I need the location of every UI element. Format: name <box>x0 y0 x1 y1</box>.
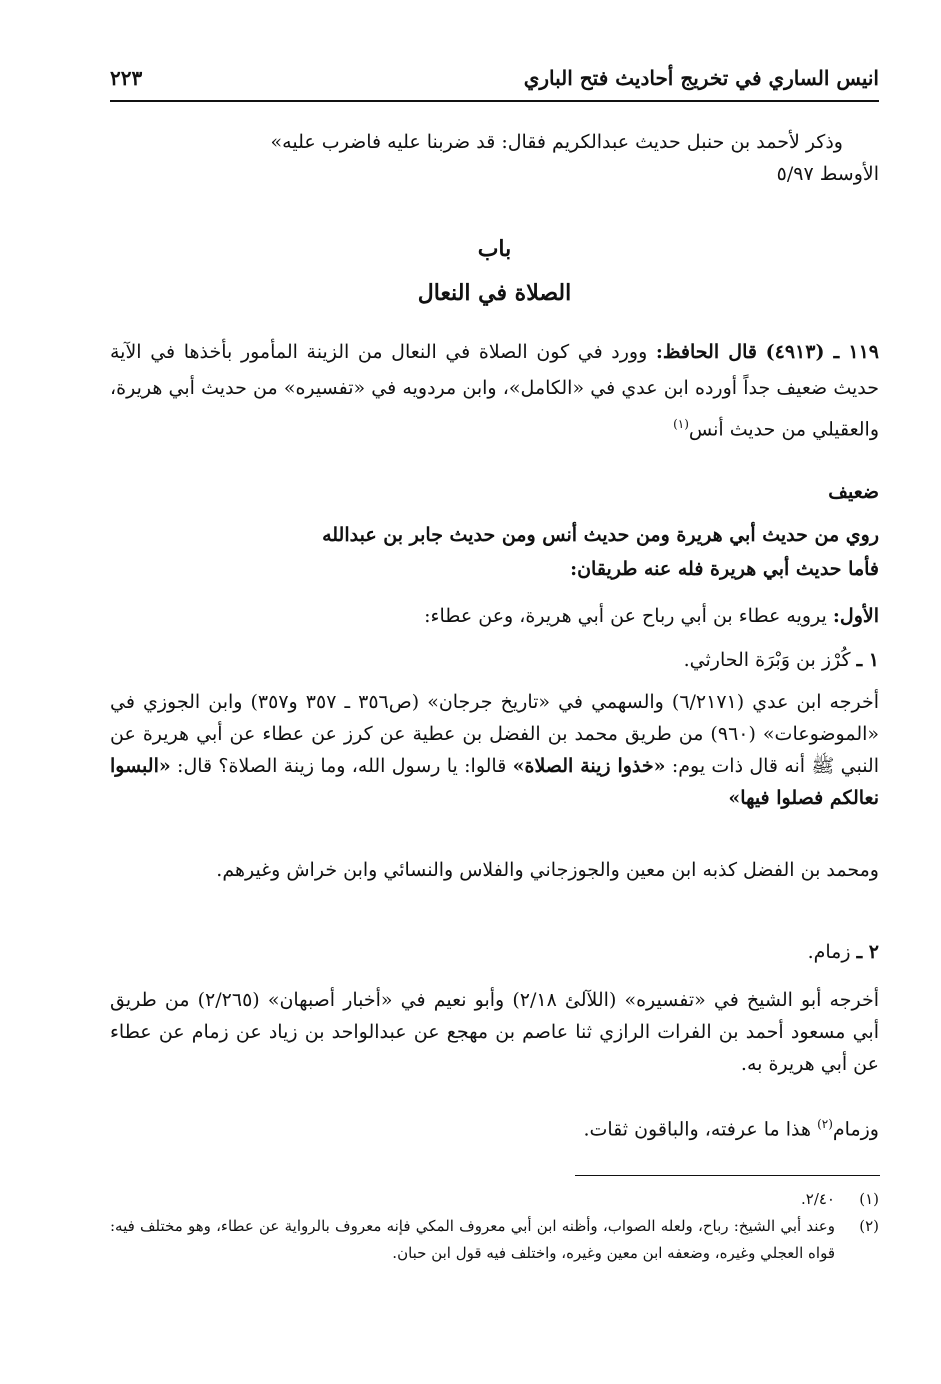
takhrij-1-text-a: أخرجه ابن عدي (٦/٢١٧١) والسهمي في «تاريخ جرجان» (ص٣٥٦ ـ ٣٥٧ و٣٥٧) وابن الجوزي في «الموضوعات» (٩٦٠) من طريق محمد بن الفضل بن عطية عن كرز عن عطاء عن أبي هريرة عن النبي ﷺ أنه قال ذات يوم: <box>110 691 880 777</box>
hadith-paragraph <box>110 334 879 447</box>
takhrij-2-paragraph: أخرجه أبو الشيخ في «تفسيره» (اللآلئ ٢/١٨) وأبو نعيم في «أخبار أصبهان» (٢/٢٦٥) من طريق أبي مسعود أحمد بن الفرات الرازي ثنا عاصم بن مهجع عن عبدالواحد بن زياد عن زمام عن عطاء عن أبي هريرة به. <box>110 989 879 1075</box>
narrated-line-1: روي من حديث أبي هريرة ومن حديث أنس ومن حديث جابر بن عبدالله <box>322 524 879 546</box>
chapter-bab: باب <box>477 236 512 262</box>
closing-word: وزمام <box>832 1118 879 1141</box>
path-2-name: زمام. <box>807 941 851 963</box>
takhrij-1-paragraph <box>110 686 879 814</box>
path-2-heading <box>110 936 879 968</box>
path-1-heading <box>110 644 879 676</box>
running-title: انيس الساري في تخريج أحاديث فتح الباري <box>523 66 879 90</box>
path-2-number: ٢ ـ <box>856 941 879 963</box>
closing-text: هذا ما عرفته، والباقون ثقات. <box>583 1118 812 1141</box>
critique-1: ومحمد بن الفضل كذبه ابن معين والجوزجاني والفلاس والنسائي وابن خراش وغيرهم. <box>216 859 879 881</box>
intro-line-2: الأوسط ٥/٩٧ <box>776 163 879 185</box>
first-text: يرويه عطاء بن أبي رباح عن أبي هريرة، وعن عطاء: <box>424 605 827 627</box>
hadith-speaker: قال الحافظ: <box>655 341 757 363</box>
footnotes <box>110 1186 879 1267</box>
closing-line <box>110 1108 879 1145</box>
first-path-intro <box>110 600 879 632</box>
narrated-block <box>110 518 879 586</box>
footnote-1-mark: (١) <box>859 1190 879 1208</box>
footnote-2-text: وعند أبي الشيخ: رباح، ولعله الصواب، وأظنه ابن أبي معروف المكي فإنه معروف بالرواية عن عطاء، وهو مختلف فيه: قواه العجلي وغيره، وضعفه ابن معين وغيره، واختلف فيه قول ابن حبان. <box>110 1217 835 1262</box>
page-header <box>110 66 879 102</box>
path-1-name: كُرْز بن وَبْرَة الحارثي. <box>683 649 851 671</box>
footnote-2 <box>110 1213 879 1267</box>
footnote-ref-2: (٢) <box>817 1117 833 1131</box>
footnote-ref-1: (١) <box>673 417 689 431</box>
hadith-number: ١١٩ ـ (٤٩١٣) <box>765 341 879 363</box>
intro-paragraph <box>110 126 879 190</box>
takhrij-1-quote-1: «خذوا زينة الصلاة» <box>512 755 666 777</box>
hadith-text: وورد في كون الصلاة في النعال من الزينة المأمور بأخذها في الآية حديث ضعيف جداً أورده ابن عدي في «الكامل»، وابن مردويه في «تفسيره» من حديث أبي هريرة، والعقيلي من حديث أنس <box>110 341 879 441</box>
path-1-number: ١ ـ <box>856 649 879 671</box>
takhrij-1-quote-2: «البسوا نعالكم فصلوا فيها» <box>110 755 879 809</box>
chapter-title: الصلاة في النعال <box>417 280 572 306</box>
page-number: ٢٢٣ <box>110 66 143 90</box>
intro-line-1: وذكر لأحمد بن حنبل حديث عبدالكريم فقال: قد ضربنا عليه فاضرب عليه» <box>270 131 843 153</box>
verdict: ضعيف <box>828 481 879 503</box>
first-label: الأول: <box>832 605 879 627</box>
footnote-1-text: ٢/٤٠. <box>800 1190 835 1208</box>
narrated-line-2: فأما حديث أبي هريرة فله عنه طريقان: <box>570 558 879 580</box>
footnote-2-mark: (٢) <box>859 1217 879 1235</box>
footnote-1 <box>110 1186 879 1213</box>
footnote-separator <box>575 1175 880 1176</box>
takhrij-1-text-b: قالوا: يا رسول الله، وما زينة الصلاة؟ قال: <box>177 755 507 777</box>
